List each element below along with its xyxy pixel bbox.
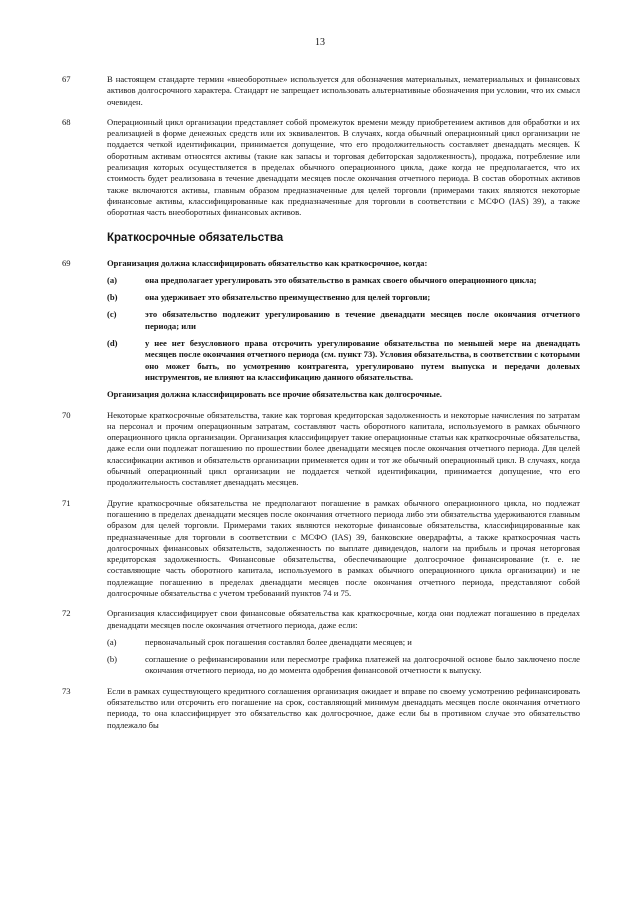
paragraph-text: Операционный цикл организации представляет собой промежуток времени между приобретением активов для обработки и их реализацией в форме денежных средств или их эквивалентов. В случаях, когда обычный операционный цикл организации не поддается четкой идентификации, принимается допущение, что его продолжительность составляет двенадцать месяцев. К оборотным активам относятся активы (такие как запасы и торговая дебиторская задолженность), продажа, потребление или реализация которых осуществляется в пределах обычного операционного цикла, даже когда не предполагается, что их стоимость будет реализована в течение двенадцати месяцев после окончания отчетного периода. В состав оборотных активов также включаются активы, главным образом предназначенные для целей торговли (примерами таких являются некоторые финансовые активы, классифицированные как предназначенные для торговли в соответствии с МСФО (IAS) 39), а также оборотная часть внеоборотных финансовых активов. (107, 116, 580, 218)
paragraph-intro: Организация классифицирует свои финансовые обязательства как краткосрочные, когда они подлежат погашению в пределах двенадцати месяцев после окончания отчетного периода, даже если: (107, 608, 580, 630)
paragraph-number: 69 (62, 257, 71, 268)
paragraph-67 (62, 74, 580, 108)
list-item-text: соглашение о рефинансировании или пересмотре графика платежей на долгосрочной основе было заключено после окончания отчетного периода, но до момента одобрения финансовой отчетности к выпуску. (145, 654, 580, 676)
section-heading: Краткосрочные обязательства (107, 231, 284, 244)
list-item-text: она предполагает урегулировать это обязательство в рамках своего обычного операционного цикла; (145, 274, 537, 285)
list-item-label: (b) (107, 292, 118, 303)
list-item-label: (c) (107, 309, 117, 320)
page-number: 13 (315, 37, 325, 48)
paragraph-intro: Организация должна классифицировать обязательство как краткосрочное, когда: (107, 257, 428, 268)
paragraph-number: 68 (62, 116, 71, 127)
list-item (107, 637, 580, 648)
paragraph-number: 72 (62, 608, 71, 619)
paragraph-number: 73 (62, 685, 71, 696)
list-item-text: это обязательство подлежит урегулированию в течение двенадцати месяцев после окончания отчетного периода; или (145, 309, 580, 331)
paragraph-closing: Организация должна классифицировать все прочие обязательства как долгосрочные. (107, 389, 442, 400)
paragraph-73 (62, 686, 580, 731)
paragraph-text: Некоторые краткосрочные обязательства, такие как торговая кредиторская задолженность и некоторые начисления по затратам на персонал и прочим операционным затратам, составляют часть оборотного капитала, используемого в рамках обычного операционного цикла организации. Организация классифицирует такие операционные статьи как краткосрочные обязательства, даже если они подлежат погашению по прошествии более двенадцати месяцев после окончания отчетного периода. Для целей классификации активов и обязательств организации применяется один и тот же обычный операционный цикл. В случаях, когда обычный операционный цикл организации не поддается четкой идентификации, принимается допущение, что его продолжительность составляет двенадцать месяцев. (107, 409, 580, 488)
list-item-text: первоначальный срок погашения составлял более двенадцати месяцев; и (145, 636, 412, 647)
list-item-text: у нее нет безусловного права отсрочить урегулирование обязательства по меньшей мере на двенадцать месяцев после окончания отчетного периода (см. пункт 73). Условия обязательства, в соответствии с которыми оно может быть, по усмотрению контрагента, урегулировано путем выпуска и передачи долевых инструментов, не влияют на классификацию данного обязательства. (145, 338, 580, 382)
paragraph-number: 71 (62, 497, 71, 508)
paragraph-text: В настоящем стандарте термин «внеоборотные» используется для обозначения материальных, нематериальных и финансовых активов долгосрочного характера. Стандарт не запрещает использовать альтернативные обозначения при условии, что их смысл очевиден. (107, 74, 580, 107)
list-item-text: она удерживает это обязательство преимущественно для целей торговли; (145, 292, 431, 303)
document-body (62, 74, 580, 740)
paragraph-number: 70 (62, 409, 71, 420)
list-item-label: (d) (107, 338, 118, 349)
paragraph-body (107, 608, 580, 676)
list-item-label: (a) (107, 274, 118, 285)
paragraph-68 (62, 117, 580, 219)
paragraph-71 (62, 498, 580, 600)
paragraph-69 (62, 258, 580, 401)
paragraph-number: 67 (62, 74, 71, 84)
paragraph-70 (62, 410, 580, 489)
paragraph-text: Другие краткосрочные обязательства не предполагают погашение в рамках обычного операционного цикла, но подлежат погашению в пределах двенадцати месяцев после окончания отчетного периода либо эти обязательства удерживаются главным образом для целей торговли. Примерами таких являются некоторые финансовые обязательства, классифицированные как предназначенные для торговли в соответствии с МСФО (IAS) 39, банковские овердрафты, а также краткосрочная часть долгосрочных финансовых обязательств, задолженность по выплате дивидендов, налоги на прибыль и прочая неторговая кредиторская задолженность. Финансовые обязательства, обеспечивающие долгосрочное финансирование (т. е. не составляющие часть оборотного капитала, используемого в рамках обычного операционного цикла организации) и не подлежащие погашению в пределах двенадцати месяцев после окончания отчетного периода, представляют собой долгосрочные обязательства с учетом требований пунктов 74 и 75. (107, 497, 580, 598)
list-item (107, 338, 580, 383)
list-item (107, 654, 580, 677)
paragraph-body (107, 258, 580, 401)
list-item (107, 275, 580, 286)
list-item (107, 309, 580, 332)
paragraph-72 (62, 608, 580, 676)
list-item-label: (b) (107, 654, 118, 665)
list-item-label: (a) (107, 636, 117, 647)
paragraph-text: Если в рамках существующего кредитного соглашения организация ожидает и вправе по своему усмотрению рефинансировать обязательство или отсрочить его погашение на срок, составляющий минимум двенадцать месяцев после окончания отчетного периода, то она классифицирует это обязательство как долгосрочное, даже если бы в противном случае это обязательство подлежало бы (107, 685, 580, 730)
list-item (107, 292, 580, 303)
